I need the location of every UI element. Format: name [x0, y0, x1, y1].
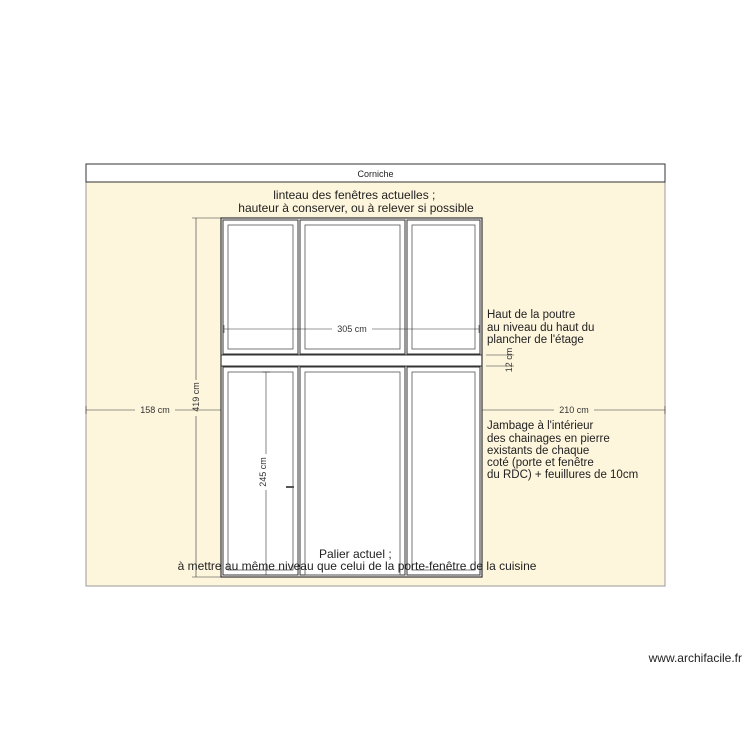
dimension-right-label: 210 cm: [559, 405, 589, 415]
dimension-beam-label: 12 cm: [504, 347, 514, 373]
lintel-note: linteau des fenêtres actuelles ; hauteur à conserver, ou à relever si possible: [238, 188, 474, 215]
dimension-width-label: 305 cm: [337, 324, 367, 334]
cornice-label: Corniche: [357, 169, 394, 179]
dimension-door-label: 245 cm: [258, 457, 268, 487]
landing-note: Palier actuel ; à mettre au même niveau que celui de la porte-fenêtre de la cuisine: [177, 547, 537, 573]
opening-frame: [221, 218, 482, 577]
jamb-note: Jambage à l'intérieur des chainages en pierre existants de chaque coté (porte et fenêtre du RDC) + feuillures de 10cm: [487, 420, 639, 481]
dimension-height-label: 419 cm: [191, 382, 201, 412]
dimension-left-label: 158 cm: [140, 405, 170, 415]
watermark: www.archifacile.fr: [648, 651, 742, 665]
beam-note: Haut de la poutre au niveau du haut du plancher de l'étage: [487, 309, 595, 346]
